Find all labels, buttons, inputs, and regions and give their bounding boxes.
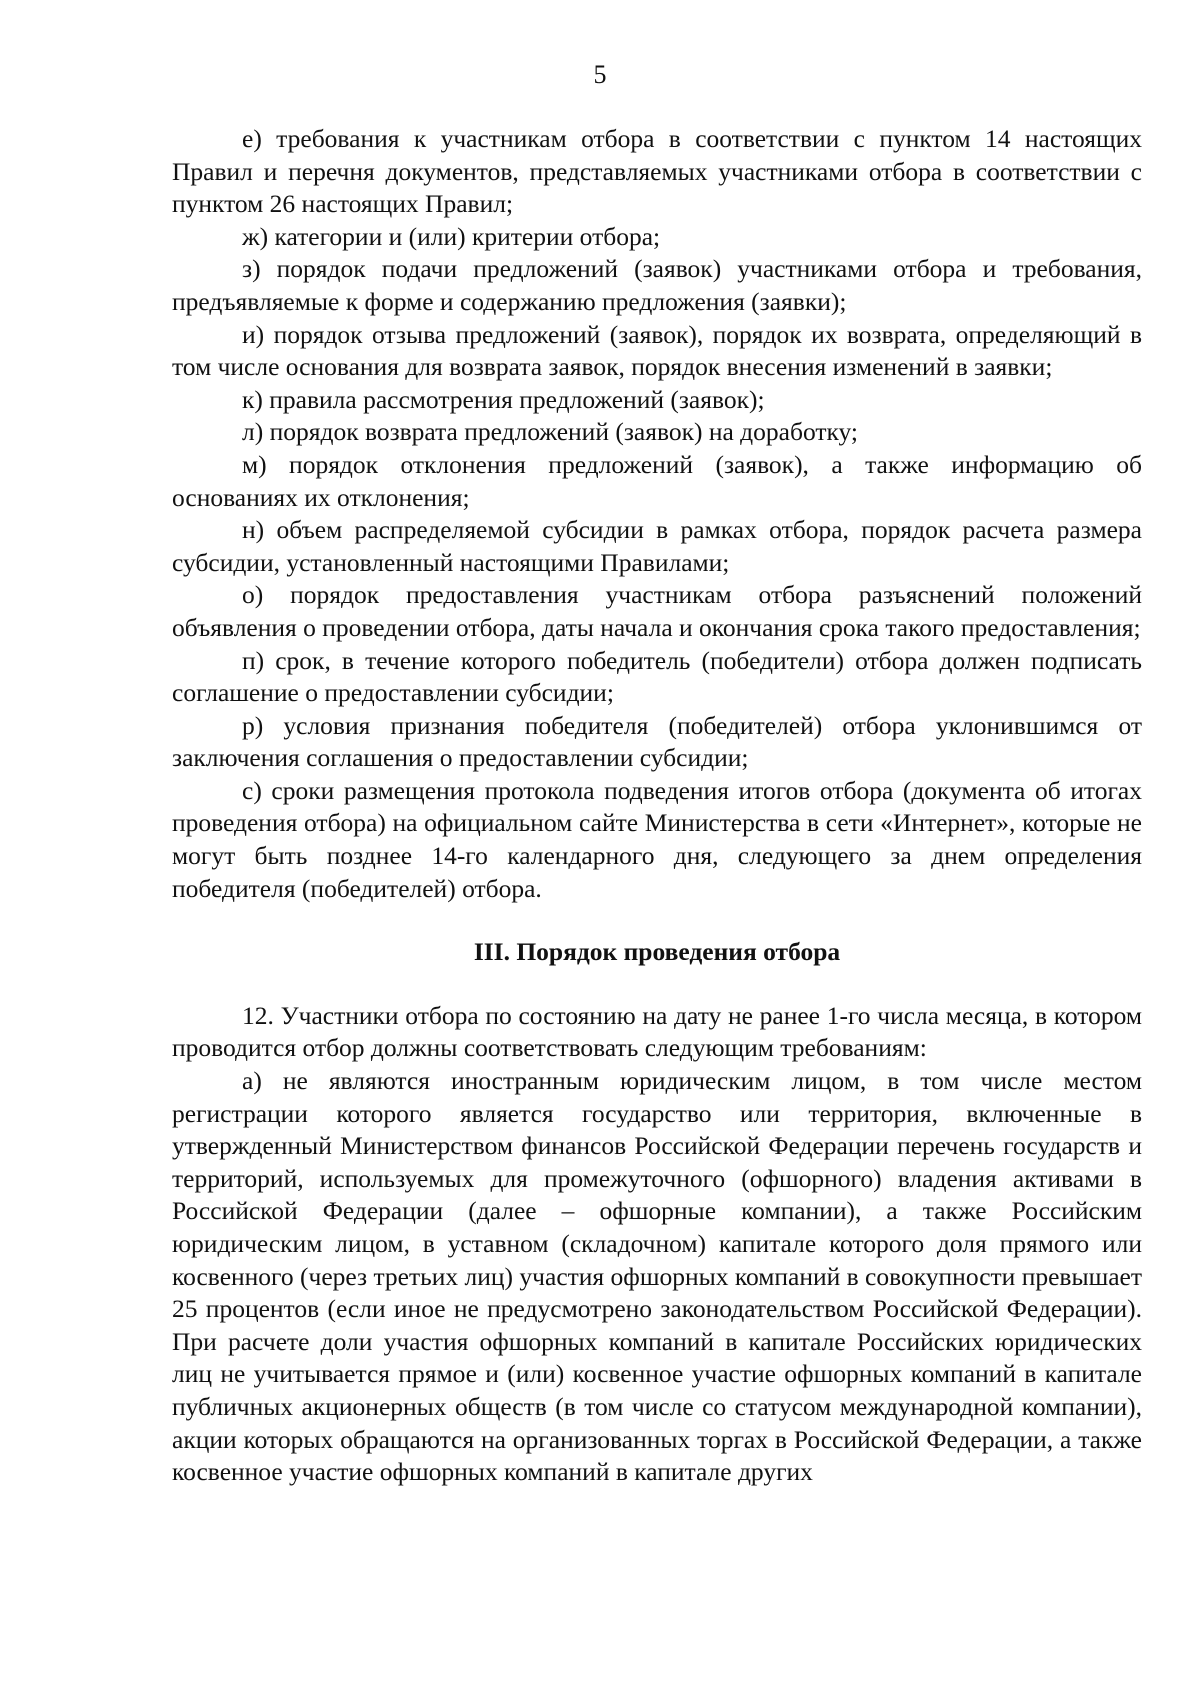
paragraph-12-item-a: а) не являются иностранным юридическим лицом, в том числе местом регистрации которого является государство или территория, включенные в утвержденный Министерством финансов Российской Федерации перечень государств и территорий, используемых для промежуточного (офшорного) владения активами в Российской Федерации (далее – офшорные компании), а также Российским юридическим лицом, в уставном (складочном) капитале которого доля прямого или косвенного (через третьих лиц) участия офшорных компаний в совокупности превышает 25 процентов (если иное не предусмотрено законодательством Российской Федерации). При расчете доли участия офшорных компаний в капитале Российских юридических лиц не учитывается прямое и (или) косвенное участие офшорных компаний в капитале публичных акционерных обществ (в том числе со статусом международной компании), акции которых обращаются на организованных торгах в Российской Федерации, а также косвенное участие офшорных компаний в капитале других	[172, 1066, 1142, 1487]
paragraph-item-p: п) срок, в течение которого победитель (победители) отбора должен подписать соглашение о предоставлении субсидии;	[172, 645, 1142, 708]
paragraph-item-k: к) правила рассмотрения предложений (заявок);	[242, 384, 765, 414]
paragraph-item-l: л) порядок возврата предложений (заявок) на доработку;	[242, 417, 859, 447]
section-heading: III. Порядок проведения отбора	[473, 937, 841, 967]
paragraph-item-e: е) требования к участникам отбора в соответствии с пунктом 14 настоящих Правил и перечня документов, представляемых участниками отбора в соответствии с пунктом 26 настоящих Правил;	[172, 124, 1142, 219]
paragraph-item-zh: ж) категории и (или) критерии отбора;	[242, 221, 661, 251]
paragraph-item-s: с) сроки размещения протокола подведения итогов отбора (документа об итогах проведения отбора) на официальном сайте Министерства в сети «Интернет», которые не могут быть позднее 14-го календарного дня, следующего за днем определения победителя (победителей) отбора.	[172, 775, 1142, 903]
paragraph-item-i: и) порядок отзыва предложений (заявок), порядок их возврата, определяющий в том числе основания для возврата заявок, порядок внесения изменений в заявки;	[172, 319, 1142, 382]
paragraph-item-z: з) порядок подачи предложений (заявок) участниками отбора и требования, предъявляемые к форме и содержанию предложения (заявки);	[172, 254, 1142, 316]
paragraph-12: 12. Участники отбора по состоянию на дату не ранее 1-го числа месяца, в котором проводится отбор должны соответствовать следующим требованиям:	[172, 1000, 1142, 1063]
paragraph-item-r: р) условия признания победителя (победителей) отбора уклонившимся от заключения соглашения о предоставлении субсидии;	[172, 710, 1142, 773]
paragraph-item-m: м) порядок отклонения предложений (заявок), а также информацию об основаниях их отклонения;	[172, 449, 1142, 512]
document-body	[172, 123, 1142, 1489]
paragraph-item-n: н) объем распределяемой субсидии в рамках отбора, порядок расчета размера субсидии, установленный настоящими Правилами;	[172, 515, 1142, 577]
paragraph-item-o: о) порядок предоставления участникам отбора разъяснений положений объявления о проведении отбора, даты начала и окончания срока такого предоставления;	[172, 580, 1142, 642]
page-number: 5	[593, 60, 607, 89]
